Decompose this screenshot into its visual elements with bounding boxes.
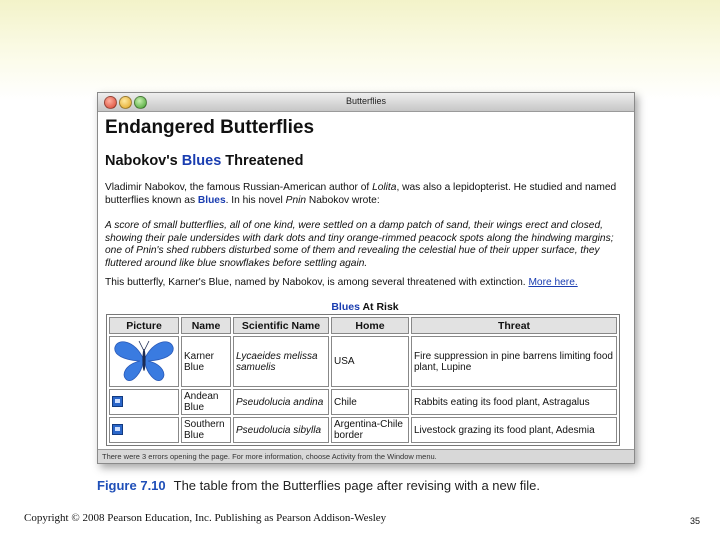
title-bar[interactable]	[98, 93, 634, 112]
more-here-link[interactable]: More here.	[528, 277, 578, 288]
intro-book-lolita: Lolita	[372, 182, 397, 193]
intro-text-2: , was also a lepidopterist. He studied and named butterflies known as	[105, 182, 617, 206]
cell-home: Chile	[331, 389, 409, 415]
header-scientific-name: Scientific Name	[233, 317, 329, 334]
intro-text-1: Vladimir Nabokov, the famous Russian-American author of	[105, 182, 373, 193]
picture-cell	[109, 389, 179, 415]
figure-caption	[97, 478, 540, 493]
threat-paragraph	[105, 277, 625, 290]
window-title: Butterflies	[345, 96, 387, 106]
cell-threat: Rabbits eating its food plant, Astragalus	[411, 389, 617, 415]
status-bar: There were 3 errors opening the page. For more information, choose Activity from the Window menu.	[98, 449, 634, 463]
header-home: Home	[331, 317, 409, 334]
caption-blues: Blues	[331, 301, 360, 313]
table-row	[109, 389, 617, 415]
butterfly-image	[112, 338, 176, 382]
butterflies-table	[106, 314, 620, 446]
header-threat: Threat	[411, 317, 617, 334]
threat-text: This butterfly, Karner's Blue, named by Nabokov, is among several threatened with extinction.	[105, 277, 529, 288]
table-caption	[105, 301, 625, 313]
page-number: 35	[690, 516, 701, 526]
figure-text: The table from the Butterflies page after revising with a new file.	[173, 478, 540, 493]
cell-name: Karner Blue	[181, 336, 231, 387]
cell-home: USA	[331, 336, 409, 387]
subtitle-pre: Nabokov's	[105, 153, 182, 169]
intro-text-3: . In his novel	[225, 194, 286, 206]
cell-threat: Livestock grazing its food plant, Adesmia	[411, 417, 617, 443]
intro-book-pnin: Pnin	[285, 194, 307, 206]
table-header-row	[109, 317, 617, 334]
intro-paragraph	[105, 182, 625, 207]
cell-scientific-name: Pseudolucia sibylla	[233, 417, 329, 443]
header-name: Name	[181, 317, 231, 334]
copyright-notice: Copyright © 2008 Pearson Education, Inc. Publishing as Pearson Addison-Wesley	[24, 512, 387, 524]
cell-name: Southern Blue	[181, 417, 231, 443]
broken-image-icon	[112, 424, 123, 435]
cell-home: Argentina-Chile border	[331, 417, 409, 443]
broken-image-icon	[112, 396, 123, 407]
quote-paragraph: A score of small butterflies, all of one kind, were settled on a damp patch of sand, their wings erect and closed, showing their pale undersides with dark dots and tiny orange-rimmed peacock spots along the hindwing margins; one of Pnin's shed rubbers disturbed some of them and revealing the celestial hue of their upper surface, they fluttered around like blue snowflakes before settling again.	[105, 220, 614, 269]
picture-cell	[109, 336, 179, 387]
picture-cell	[109, 417, 179, 443]
intro-text-4: Nabokov wrote:	[306, 194, 380, 206]
page-title: Endangered Butterflies	[105, 117, 315, 138]
caption-rest: At Risk	[359, 301, 399, 313]
table-row	[109, 417, 617, 443]
browser-window	[97, 92, 635, 464]
subtitle-post: Threatened	[221, 153, 304, 169]
cell-scientific-name: Lycaeides melissa samuelis	[233, 336, 329, 387]
page-subtitle	[105, 153, 303, 169]
subtitle-blues: Blues	[181, 153, 222, 169]
figure-number: Figure 7.10	[97, 478, 166, 493]
cell-scientific-name: Pseudolucia andina	[233, 389, 329, 415]
intro-blues: Blues	[197, 194, 226, 206]
header-picture: Picture	[109, 317, 179, 334]
cell-threat: Fire suppression in pine barrens limiting food plant, Lupine	[411, 336, 617, 387]
table-row	[109, 336, 617, 387]
cell-name: Andean Blue	[181, 389, 231, 415]
